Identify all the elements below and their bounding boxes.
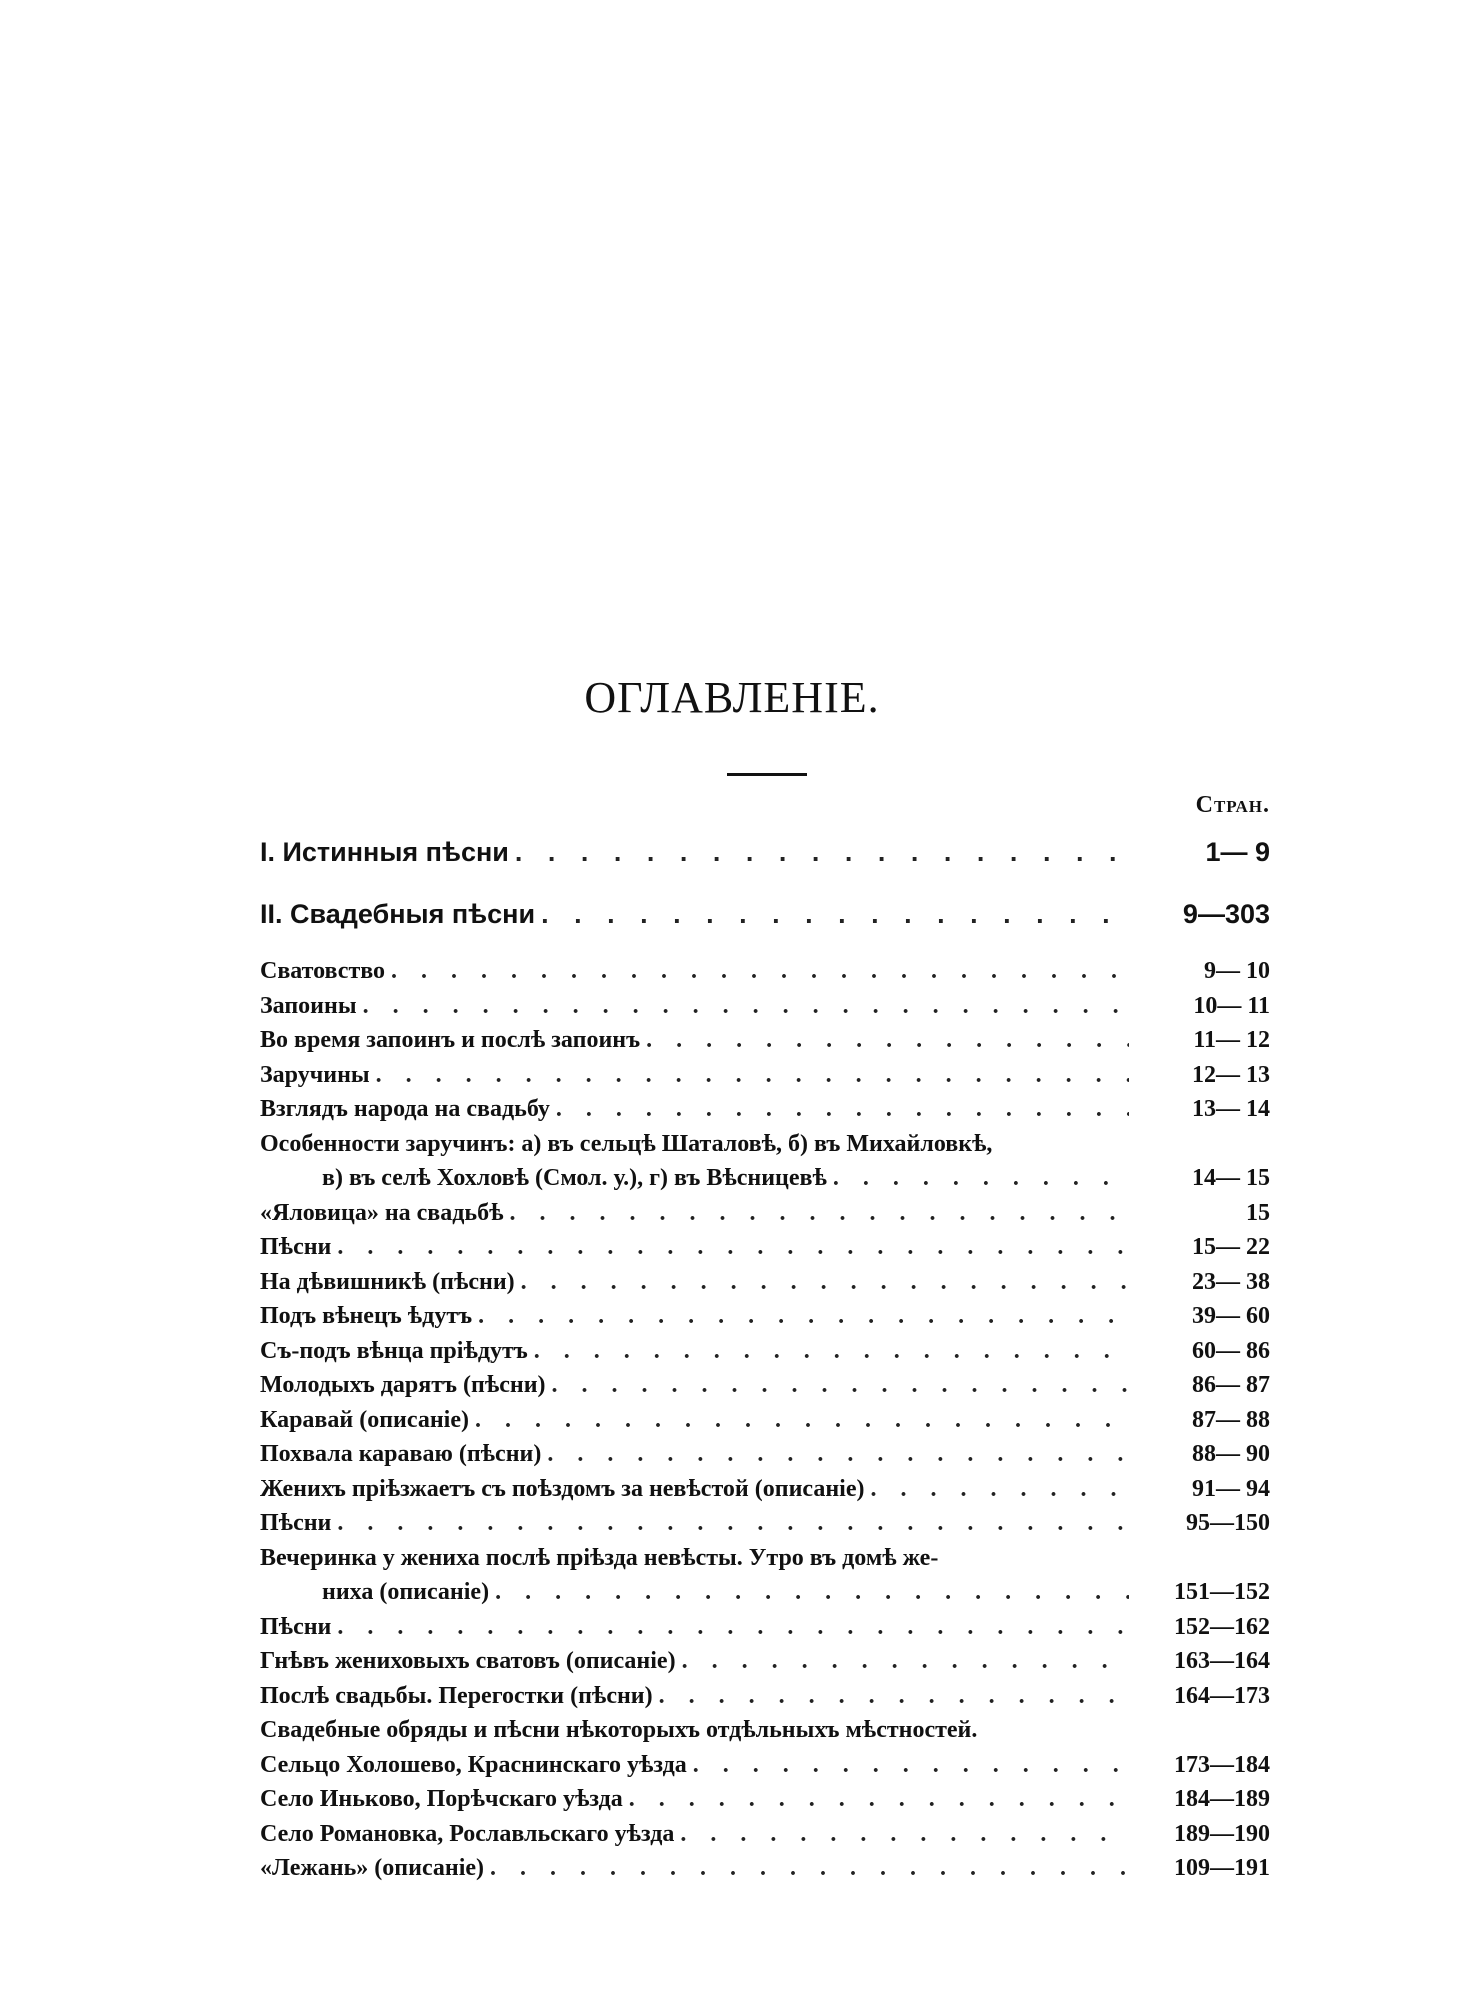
toc-entry-label: Во время запоинъ и послѣ запоинъ: [260, 1027, 641, 1053]
toc-entry-label: На дѣвишникѣ (пѣсни): [260, 1268, 515, 1295]
toc-entry-row: [260, 1161, 1270, 1196]
toc-entry-row: [260, 1782, 1270, 1817]
toc-entry-row: [260, 1092, 1270, 1127]
toc-entry-row: [260, 954, 1270, 989]
leader-dots: [682, 1644, 1129, 1679]
leader-dots: [337, 1230, 1129, 1265]
toc-entry-label: Молодыхъ дарятъ (пѣсни): [260, 1372, 546, 1398]
toc-entry-label: Запоины: [260, 992, 357, 1019]
toc-entry-label: Съ-подъ вѣнца пріѣдутъ: [260, 1337, 528, 1364]
leader-dots: [833, 1161, 1129, 1196]
leader-dots: [552, 1368, 1129, 1403]
toc-entry-label: Вечеринка у жениха послѣ пріѣзда невѣсты. Утро въ домѣ же-: [260, 1544, 939, 1571]
toc-entry-label: Сватовство: [260, 958, 386, 984]
toc-section-row: [260, 832, 1270, 872]
leader-dots: [376, 1058, 1129, 1093]
leader-dots: [629, 1782, 1129, 1817]
leader-dots: [870, 1472, 1129, 1507]
leader-dots: [337, 1506, 1129, 1541]
toc-entry-pages: 60— 86: [1192, 1337, 1270, 1364]
toc-entry-label: Взглядъ народа на свадьбу: [260, 1096, 550, 1122]
leader-dots: [391, 954, 1129, 989]
toc-entry-row: [260, 1265, 1270, 1300]
toc-entry-pages: 13— 14: [1192, 1096, 1270, 1122]
toc-entry-label: Особенности заручинъ: а) въ сельцѣ Шаталовѣ, б) въ Михайловкѣ,: [260, 1130, 993, 1157]
toc-entry-pages: 152—162: [1174, 1613, 1270, 1640]
toc-entry-pages: 151—152: [1174, 1579, 1270, 1605]
leader-dots: [515, 832, 1129, 872]
toc-entry-row: [260, 1506, 1270, 1541]
toc-entry-row: [260, 1368, 1270, 1403]
table-of-contents: [260, 780, 1270, 1886]
toc-entry-label: Каравай (описаніе): [260, 1406, 469, 1433]
leader-dots: [490, 1851, 1129, 1886]
toc-entry-pages: 88— 90: [1192, 1441, 1270, 1467]
toc-section-label: I. Истинныя пѣсни: [260, 837, 509, 867]
toc-entry-row: [260, 1058, 1270, 1093]
leader-dots: [534, 1334, 1129, 1369]
leader-dots: [541, 894, 1129, 934]
toc-entry-row: [260, 1644, 1270, 1679]
toc-entry-label: Похвала караваю (пѣсни): [260, 1441, 542, 1467]
leader-dots: [659, 1679, 1129, 1714]
toc-entry-row: [260, 1748, 1270, 1783]
toc-entry-pages: 39— 60: [1192, 1303, 1270, 1329]
toc-entry-pages: 184—189: [1174, 1786, 1270, 1812]
toc-entry-pages: 11— 12: [1193, 1027, 1270, 1053]
toc-entry-row: [260, 1334, 1270, 1369]
leader-dots: [495, 1575, 1129, 1610]
toc-entry-label: в) въ селѣ Хохловѣ (Смол. у.), г) въ Вѣсницевѣ: [322, 1165, 827, 1191]
page-title: ОГЛАВЛЕНІЕ.: [584, 673, 880, 722]
toc-entry-label: Пѣсни: [260, 1234, 332, 1260]
leader-dots: [646, 1023, 1129, 1058]
leader-dots: [475, 1403, 1129, 1438]
toc-entry-label: Село Иньково, Порѣчскаго уѣзда: [260, 1786, 623, 1812]
leader-dots: [521, 1265, 1129, 1300]
toc-section-pages: 1— 9: [1205, 837, 1270, 867]
toc-entry-label: Свадебные обряды и пѣсни нѣкоторыхъ отдѣльныхъ мѣстностей.: [260, 1717, 978, 1743]
title-rule: [727, 773, 807, 776]
toc-entry-pages: 23— 38: [1192, 1268, 1270, 1295]
toc-entry-pages: 12— 13: [1192, 1061, 1270, 1088]
toc-entry-label: Гнѣвъ жениховыхъ сватовъ (описаніе): [260, 1648, 676, 1674]
toc-entry-pages: 10— 11: [1193, 992, 1270, 1019]
toc-entry-row: [260, 1230, 1270, 1265]
toc-entry-label: Сельцо Холошево, Краснинскаго уѣзда: [260, 1751, 687, 1778]
toc-entry-pages: 173—184: [1174, 1751, 1270, 1778]
toc-entry-label: ниха (описаніе): [322, 1579, 490, 1605]
toc-entry-row: [260, 1541, 1270, 1576]
toc-entry-row: [260, 1023, 1270, 1058]
toc-entry-pages: 91— 94: [1192, 1475, 1270, 1502]
toc-entry-row: [260, 1437, 1270, 1472]
toc-entry-label: Пѣсни: [260, 1613, 332, 1640]
toc-entry-label: Подъ вѣнецъ ѣдутъ: [260, 1303, 473, 1329]
toc-entry-row: [260, 989, 1270, 1024]
leader-dots: [363, 989, 1129, 1024]
toc-entry-pages: 163—164: [1174, 1648, 1270, 1674]
toc-entry-label: «Лежань» (описаніе): [260, 1855, 485, 1881]
toc-entry-row: [260, 1299, 1270, 1334]
toc-entry-pages: 189—190: [1174, 1820, 1270, 1847]
toc-entry-row: [260, 1610, 1270, 1645]
leader-dots: [547, 1437, 1129, 1472]
toc-entry-row: [260, 1713, 1270, 1748]
toc-entry-row: [260, 1196, 1270, 1231]
toc-section-row: [260, 894, 1270, 934]
leader-dots: [510, 1196, 1130, 1231]
toc-entry-pages: 95—150: [1186, 1510, 1270, 1536]
toc-entry-row: [260, 1575, 1270, 1610]
toc-entry-pages: 15— 22: [1192, 1234, 1270, 1260]
toc-entry-label: Женихъ пріѣзжаетъ съ поѣздомъ за невѣстой (описаніе): [260, 1475, 865, 1502]
toc-entry-label: Послѣ свадьбы. Перегостки (пѣсни): [260, 1682, 653, 1709]
leader-dots: [556, 1092, 1129, 1127]
toc-entry-row: [260, 1851, 1270, 1886]
toc-entry-label: «Яловица» на свадьбѣ: [260, 1199, 504, 1226]
toc-entry-pages: 87— 88: [1192, 1406, 1270, 1433]
leader-dots: [478, 1299, 1129, 1334]
toc-entry-pages: 15: [1246, 1199, 1270, 1226]
toc-entry-pages: 164—173: [1174, 1682, 1270, 1709]
leader-dots: [693, 1748, 1129, 1783]
toc-entry-pages: 14— 15: [1192, 1165, 1270, 1191]
toc-section-label: II. Свадебныя пѣсни: [260, 899, 536, 929]
toc-entry-pages: 9— 10: [1204, 958, 1270, 984]
leader-dots: [680, 1817, 1129, 1852]
toc-section-pages: 9—303: [1182, 899, 1270, 929]
toc-entry-pages: 109—191: [1174, 1855, 1270, 1881]
toc-entry-label: Село Романовка, Рославльскаго уѣзда: [260, 1820, 675, 1847]
toc-entry-pages: 86— 87: [1192, 1372, 1270, 1398]
page-column-header: Стран.: [1195, 792, 1270, 818]
leader-dots: [337, 1610, 1129, 1645]
toc-entry-label: Заручины: [260, 1061, 370, 1088]
toc-entry-row: [260, 1817, 1270, 1852]
toc-entry-row: [260, 1403, 1270, 1438]
toc-entry-row: [260, 1679, 1270, 1714]
toc-entry-row: [260, 1127, 1270, 1162]
toc-entry-label: Пѣсни: [260, 1510, 332, 1536]
toc-entry-row: [260, 1472, 1270, 1507]
